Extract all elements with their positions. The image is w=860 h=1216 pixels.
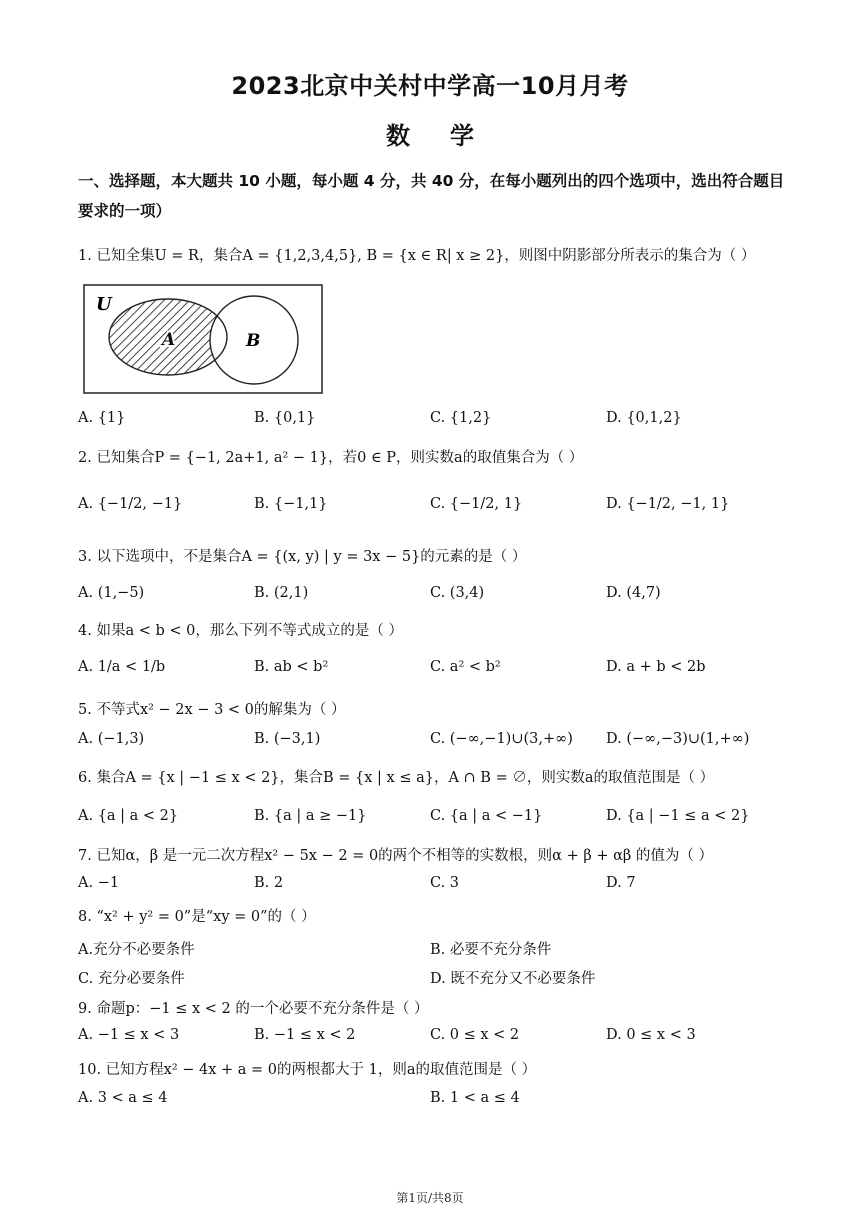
- option-b[interactable]: B. {0,1}: [254, 410, 316, 426]
- label-a: A: [162, 330, 176, 350]
- option-a[interactable]: A. {a | a < 2}: [78, 808, 179, 824]
- question-3-options: [78, 585, 778, 615]
- question-4-stem: 4. 如果a < b < 0，那么下列不等式成立的是（ ）: [78, 623, 403, 639]
- question-6-stem: 6. 集合A = {x | −1 ≤ x < 2}，集合B = {x | x ≤ a}，A ∩ B = ∅，则实数a的取值范围是（ ）: [78, 770, 715, 786]
- question-7-stem: 7. 已知α，β 是一元二次方程x² − 5x − 2 = 0的两个不相等的实数根，则α + β + αβ 的值为（ ）: [78, 848, 713, 864]
- option-a[interactable]: A. −1: [78, 875, 120, 891]
- option-c[interactable]: C. {1,2}: [430, 410, 492, 426]
- question-2-stem: 2. 已知集合P = {−1, 2a+1, a² − 1}，若0 ∈ P，则实数a的取值集合为（ ）: [78, 450, 584, 466]
- option-d[interactable]: D. a + b < 2b: [606, 659, 706, 675]
- option-a[interactable]: A. 3 < a ≤ 4: [78, 1090, 168, 1106]
- option-c[interactable]: C. 3: [430, 875, 460, 891]
- question-8-options-row1: [78, 938, 778, 968]
- option-b[interactable]: B. 必要不充分条件: [430, 942, 552, 958]
- option-c[interactable]: C. (3,4): [430, 585, 485, 601]
- option-d[interactable]: D. {−1/2, −1, 1}: [606, 496, 730, 512]
- question-5-options: [78, 731, 778, 761]
- option-a[interactable]: A. {1}: [78, 410, 126, 426]
- option-b[interactable]: B. {−1,1}: [254, 496, 328, 512]
- option-d[interactable]: D. {a | −1 ≤ a < 2}: [606, 808, 750, 824]
- option-b[interactable]: B. (−3,1): [254, 731, 321, 747]
- question-10-options: [78, 1090, 778, 1120]
- question-2-options: [78, 496, 778, 526]
- option-a[interactable]: A. (1,−5): [78, 585, 145, 601]
- option-b[interactable]: B. ab < b²: [254, 659, 329, 675]
- option-a[interactable]: A. (−1,3): [78, 731, 145, 747]
- option-b[interactable]: B. −1 ≤ x < 2: [254, 1027, 356, 1043]
- option-d[interactable]: D. 7: [606, 875, 636, 891]
- question-10-stem: 10. 已知方程x² − 4x + a = 0的两根都大于 1，则a的取值范围是（ ）: [78, 1062, 537, 1078]
- question-7-options: [78, 875, 778, 905]
- question-3-stem: 3. 以下选项中，不是集合A = {(x, y) | y = 3x − 5}的元素的是（ ）: [78, 549, 527, 565]
- question-5-stem: 5. 不等式x² − 2x − 3 < 0的解集为（ ）: [78, 702, 346, 718]
- section-heading: 一、选择题，本大题共 10 小题，每小题 4 分，共 40 分，在每小题列出的四个选项中，选出符合题目要求的一项）: [78, 172, 785, 220]
- page-footer: 第1页/共8页: [396, 1191, 464, 1205]
- question-9-options: [78, 1027, 778, 1057]
- question-9-stem: 9. 命题p：−1 ≤ x < 2 的一个必要不充分条件是（ ）: [78, 1001, 429, 1017]
- option-d[interactable]: D. 0 ≤ x < 3: [606, 1027, 696, 1043]
- option-d[interactable]: D. (−∞,−3)∪(1,+∞): [606, 731, 750, 747]
- option-a[interactable]: A. {−1/2, −1}: [78, 496, 183, 512]
- paper-subject: 数学: [386, 122, 514, 150]
- option-c[interactable]: C. (−∞,−1)∪(3,+∞): [430, 731, 573, 747]
- question-6-options: [78, 808, 778, 838]
- option-a[interactable]: A. 1/a < 1/b: [78, 659, 166, 675]
- question-8-options-row2: [78, 967, 778, 997]
- option-c[interactable]: C. a² < b²: [430, 659, 501, 675]
- label-u: U: [96, 294, 112, 315]
- option-d[interactable]: D. {0,1,2}: [606, 410, 682, 426]
- option-c[interactable]: C. {−1/2, 1}: [430, 496, 523, 512]
- question-8-stem: 8. “x² + y² = 0”是“xy = 0”的（ ）: [78, 909, 316, 925]
- option-d[interactable]: D. 既不充分又不必要条件: [430, 971, 596, 987]
- question-4-options: [78, 659, 778, 689]
- option-c[interactable]: C. 充分必要条件: [78, 971, 185, 987]
- venn-diagram: [82, 280, 326, 400]
- option-c[interactable]: C. 0 ≤ x < 2: [430, 1027, 520, 1043]
- option-c[interactable]: C. {a | a < −1}: [430, 808, 543, 824]
- option-b[interactable]: B. 2: [254, 875, 284, 891]
- option-d[interactable]: D. (4,7): [606, 585, 661, 601]
- option-b[interactable]: B. 1 < a ≤ 4: [430, 1090, 520, 1106]
- option-b[interactable]: B. {a | a ≥ −1}: [254, 808, 367, 824]
- label-b: B: [246, 331, 261, 351]
- paper-title: 2023北京中关村中学高一10月月考: [231, 72, 629, 100]
- question-1-options: [78, 410, 778, 440]
- option-a[interactable]: A. −1 ≤ x < 3: [78, 1027, 180, 1043]
- option-a[interactable]: A.充分不必要条件: [78, 942, 195, 958]
- option-b[interactable]: B. (2,1): [254, 585, 309, 601]
- question-1-stem: 1. 已知全集U = R，集合A = {1,2,3,4,5}, B = {x ∈ R| x ≥ 2}，则图中阴影部分所表示的集合为（ ）: [78, 248, 756, 264]
